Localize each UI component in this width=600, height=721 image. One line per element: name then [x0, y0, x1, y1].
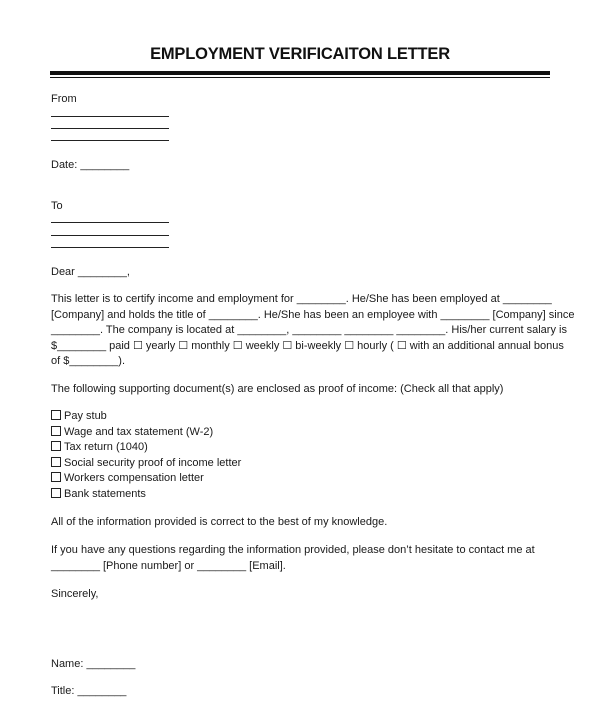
document-item: [51, 440, 241, 456]
document-label: Wage and tax statement (W-2): [64, 425, 214, 438]
body-line-5: of $________).: [51, 355, 126, 367]
document-label: Workers compensation letter: [64, 472, 204, 484]
body-line-3: ________. The company is located at ________, ________ ________ ________. His/her current salary is: [51, 324, 567, 336]
to-blank-line-1: [51, 222, 169, 223]
checkbox-icon[interactable]: [51, 426, 61, 436]
checkbox-icon[interactable]: [51, 472, 61, 482]
checkbox-icon[interactable]: [51, 441, 61, 451]
date-line: Date: ________: [51, 159, 130, 171]
from-blank-line-3: [51, 140, 169, 141]
body-line-1: This letter is to certify income and employment for ________. He/She has been employed at ________: [51, 293, 552, 305]
from-blank-line-1: [51, 116, 169, 117]
contact-line-1: If you have any questions regarding the information provided, please don’t hesitate to contact me at: [51, 544, 535, 556]
title-rule-thick: [50, 71, 550, 75]
document-item: [51, 471, 241, 487]
documents-checklist: [51, 409, 241, 502]
knowledge-statement: All of the information provided is correct to the best of my knowledge.: [51, 516, 388, 528]
title-rule-thin: [50, 77, 550, 78]
from-label: From: [51, 93, 77, 105]
contact-paragraph: [51, 543, 556, 574]
title-line: Title: ________: [51, 685, 127, 697]
document-label: Social security proof of income letter: [64, 456, 242, 469]
name-line: Name: ________: [51, 658, 136, 670]
body-line-2: [Company] and holds the title of ________. He/She has been an employee with ________ [Company] since: [51, 308, 575, 321]
body-line-4: $________ paid ☐ yearly ☐ monthly ☐ weekly ☐ bi-weekly ☐ hourly ( ☐ with an additional annual bonus: [51, 339, 564, 352]
checkbox-icon[interactable]: [51, 410, 61, 420]
contact-line-2: ________ [Phone number] or ________ [Email].: [51, 559, 286, 572]
document-item: [51, 425, 241, 441]
salutation: Dear ________,: [51, 266, 130, 278]
letter-title: EMPLOYMENT VERIFICAITON LETTER: [150, 45, 450, 63]
document-label: Tax return (1040): [64, 441, 148, 453]
to-blank-line-2: [51, 235, 169, 236]
checkbox-icon[interactable]: [51, 457, 61, 467]
document-item: [51, 456, 241, 472]
document-item: [51, 487, 241, 503]
documents-intro: The following supporting document(s) are enclosed as proof of income: (Check all that apply): [51, 383, 504, 395]
document-label: Bank statements: [64, 487, 146, 500]
from-blank-line-2: [51, 128, 169, 129]
checkbox-icon[interactable]: [51, 488, 61, 498]
to-blank-line-3: [51, 247, 169, 248]
to-label: To: [51, 200, 63, 212]
document-item: [51, 409, 241, 425]
body-paragraph: [51, 292, 575, 370]
closing: Sincerely,: [51, 588, 99, 600]
document-label: Pay stub: [64, 410, 107, 422]
